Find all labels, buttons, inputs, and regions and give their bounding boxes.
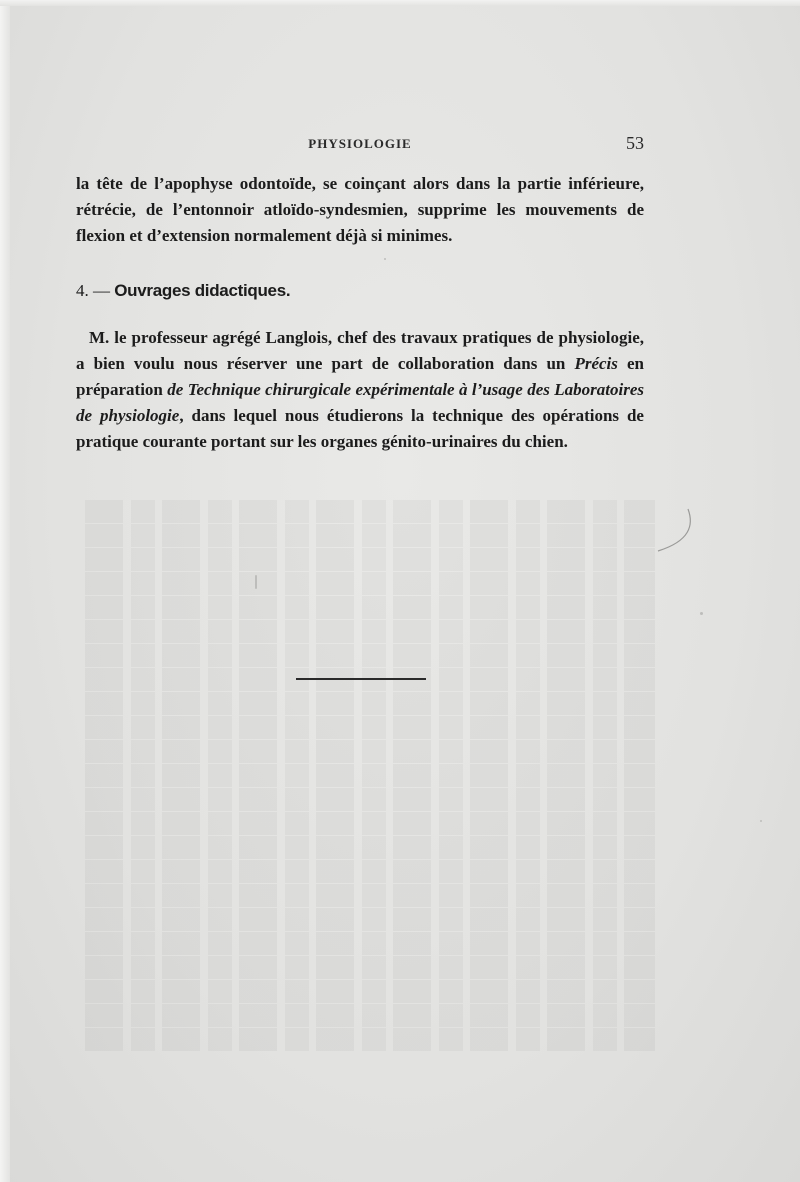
italic-book-title: de Technique chirurgicale expérimentale à l’usage des Laboratoires de physiologie — [76, 380, 644, 425]
pencil-mark — [650, 505, 700, 555]
bleed-through-text — [85, 500, 655, 1052]
running-head: PHYSIOLOGIE — [308, 136, 412, 151]
italic-precis: Précis — [574, 354, 618, 373]
paragraph-continuation: la tête de l’apophyse odontoïde, se coinçant alors dans la partie inférieure, rétrécie, de l’entonnoir atloïdo-syndesmien, supprime les mouvements de flexion et d’extension normalement déjà si minimes. — [76, 174, 644, 245]
page-edge-top — [0, 0, 800, 6]
paragraph-text: en préparation — [76, 354, 645, 399]
paragraph-ouvrages — [76, 325, 644, 455]
paper-speck — [384, 258, 386, 260]
paragraph-text: M. le professeur agrégé Langlois, chef des travaux pratiques de physiologie, a bien voulu nous réserver une part de collaboration dans un — [76, 328, 644, 373]
paper-speck — [700, 612, 703, 615]
section-heading — [76, 281, 290, 301]
page-header — [76, 133, 644, 157]
section-title: Ouvrages didactiques. — [114, 281, 291, 300]
page-edge-left — [0, 0, 10, 1182]
page-number: 53 — [626, 133, 644, 153]
paper-speck — [255, 575, 257, 589]
paragraph-text: , dans lequel nous étudierons la technique des opérations de pratique courante portant sur les organes génito-urinaires du chien. — [76, 406, 644, 451]
end-rule — [296, 678, 426, 680]
paper-speck — [760, 820, 762, 822]
section-number: 4. — — [76, 281, 110, 300]
